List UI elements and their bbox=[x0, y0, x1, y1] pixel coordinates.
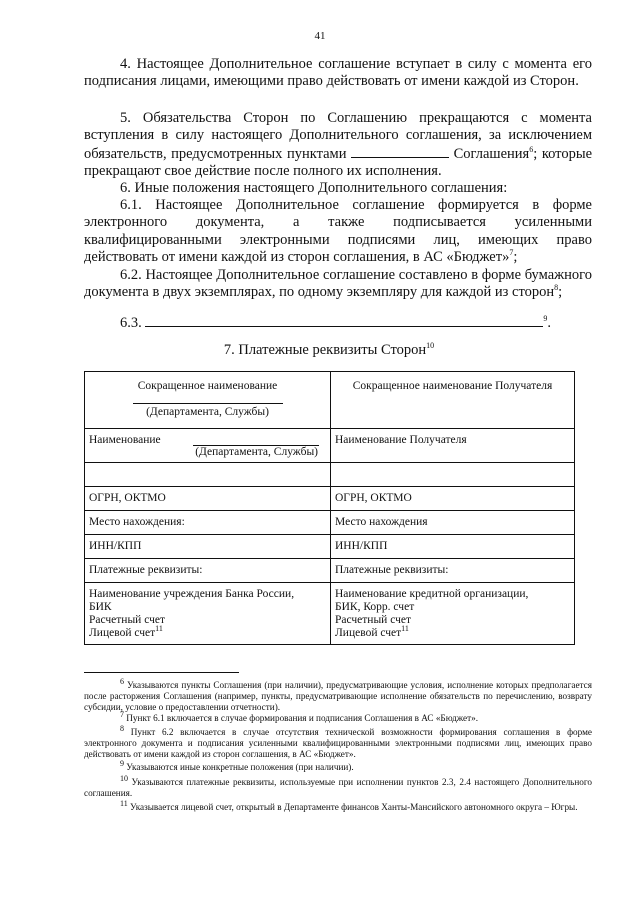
footnote-text: Указываются платежные реквизиты, используемые при исполнении пунктов 2.3, 2.4 настоящего Дополнительного соглашения. bbox=[84, 777, 592, 799]
footnote-num: 6 bbox=[120, 676, 124, 686]
paragraph-6-1-text: 6.1. Настоящее Дополнительное соглашение формируется в форме электронного документа, а также подписывается усиленными квалифицированными электронными подписями лиц, имеющих право действовать от имени каждой из сторон соглашения, в АС «Бюджет» bbox=[84, 197, 592, 266]
footnote-ref-10: 10 bbox=[426, 341, 435, 351]
paragraph-5 bbox=[84, 110, 592, 181]
paragraph-6-3 bbox=[120, 314, 592, 332]
right-header-cell: Сокращенное наименование Получателя bbox=[331, 372, 575, 429]
paragraph-5-agreement: Соглашения bbox=[453, 145, 530, 162]
footnote-8 bbox=[84, 723, 592, 761]
inn-right: ИНН/КПП bbox=[331, 535, 575, 559]
bank-left-account: Лицевой счет bbox=[89, 627, 156, 639]
bank-right-line-1: Наименование кредитной организации, bbox=[335, 588, 529, 600]
ogrn-left: ОГРН, ОКТМО bbox=[85, 487, 331, 511]
payment-left: Платежные реквизиты: bbox=[85, 559, 331, 583]
left-name-sub: (Департамента, Службы) bbox=[195, 446, 318, 458]
bank-right-line-3: Расчетный счет bbox=[335, 614, 411, 626]
location-left: Место нахождения: bbox=[85, 511, 331, 535]
footnote-11 bbox=[84, 798, 592, 813]
bank-left-line-3: Расчетный счет bbox=[89, 614, 165, 626]
bank-right-account: Лицевой счет bbox=[335, 627, 402, 639]
left-header-sub: (Департамента, Службы) bbox=[146, 406, 269, 418]
left-header-text: Сокращенное наименование bbox=[137, 380, 278, 392]
bank-left-line-2: БИК bbox=[89, 601, 112, 613]
empty-cell bbox=[331, 463, 575, 487]
payment-right: Платежные реквизиты: bbox=[331, 559, 575, 583]
paragraph-6-3-text: 6.3. bbox=[120, 315, 142, 331]
left-header-line bbox=[133, 403, 283, 404]
footnote-ref-11: 11 bbox=[155, 624, 163, 634]
bank-right-cell bbox=[331, 583, 575, 645]
empty-cell bbox=[85, 463, 331, 487]
right-name-text: Наименование Получателя bbox=[335, 434, 467, 446]
paragraph-6: 6. Иные положения настоящего Дополнительного соглашения: bbox=[120, 180, 508, 196]
footnote-ref-8: 8 bbox=[554, 283, 559, 293]
footnote-6 bbox=[84, 676, 592, 714]
section-title-text: 7. Платежные реквизиты Сторон bbox=[223, 342, 427, 358]
inn-left: ИНН/КПП bbox=[85, 535, 331, 559]
footnote-num: 10 bbox=[120, 773, 128, 783]
bank-left-line-1: Наименование учреждения Банка России, bbox=[89, 588, 295, 600]
paragraph-6-2-text: 6.2. Настоящее Дополнительное соглашение составлено в форме бумажного документа в двух экземплярах, по одному экземпляру для каждой из сторон bbox=[84, 267, 592, 301]
section-title bbox=[84, 342, 574, 359]
left-name-text: Наименование bbox=[89, 434, 161, 446]
footnote-ref-9: 9 bbox=[543, 314, 548, 324]
footnote-num: 7 bbox=[120, 709, 124, 719]
paragraph-6-1 bbox=[84, 197, 592, 267]
paragraph-6-1-punct: ; bbox=[513, 249, 518, 266]
footnote-num: 11 bbox=[120, 798, 128, 808]
page-number: 41 bbox=[314, 30, 326, 42]
footnote-10 bbox=[84, 773, 592, 799]
footnote-num: 9 bbox=[120, 758, 124, 768]
paragraph-5-text: 5. Обязательства Сторон по Соглашению прекращаются с момента вступления в силу настоящего Дополнительного соглашения, за исключением обязательств, предусмотренных пунктами bbox=[84, 110, 592, 162]
footnote-text: Пункт 6.2 включается в случае отсутствия технической возможности формирования соглашения в форме электронного документа и подписания усиленными квалифицированными электронными подписями лиц, имеющих право действовать от имени каждой из сторон соглашения, в АС «Бюджет». bbox=[84, 727, 592, 760]
paragraph-6-2 bbox=[84, 267, 592, 302]
footnote-ref-11: 11 bbox=[401, 624, 409, 634]
footnote-separator bbox=[84, 672, 239, 673]
footnote-text: Пункт 6.1 включается в случае формирования и подписания Соглашения в АС «Бюджет». bbox=[126, 713, 478, 723]
footnote-text: Указываются иные конкретные положения (при наличии). bbox=[126, 762, 354, 772]
footnote-ref-7: 7 bbox=[509, 248, 514, 258]
footnote-text: Указывается лицевой счет, открытый в Департаменте финансов Ханты-Мансийского автономного округа – Югры. bbox=[130, 802, 578, 812]
paragraph-5-punct: ; bbox=[533, 145, 538, 162]
location-right: Место нахождения bbox=[331, 511, 575, 535]
blank-line bbox=[145, 314, 543, 327]
footnote-num: 8 bbox=[120, 723, 124, 733]
paragraph-4: 4. Настоящее Дополнительное соглашение вступает в силу с момента его подписания лицами, имеющими право действовать от имени каждой из Сторон. bbox=[84, 56, 592, 90]
footnote-text: Указываются пункты Соглашения (при наличии), предусматривающие условия, исполнение которых предполагается после расторжения Соглашения (например, пункты, предусматривающие исполнение обязательств по перечислению, возврату субсидии, условие о предоставлении отчетности). bbox=[84, 680, 592, 713]
payment-details-table bbox=[84, 371, 575, 645]
ogrn-right: ОГРН, ОКТМО bbox=[331, 487, 575, 511]
paragraph-6-3-punct: . bbox=[547, 315, 551, 331]
footnote-ref-6: 6 bbox=[529, 144, 534, 154]
bank-left-line-4 bbox=[89, 624, 326, 640]
bank-right-line-4 bbox=[335, 624, 570, 640]
right-name-cell bbox=[331, 429, 575, 463]
paragraph-5-end: которые прекращают свое действие после полного их исполнения. bbox=[84, 145, 593, 180]
paragraph-6-2-punct: ; bbox=[558, 284, 563, 301]
left-name-cell bbox=[85, 429, 331, 463]
bank-right-line-2: БИК, Корр. счет bbox=[335, 601, 415, 613]
bank-left-cell bbox=[85, 583, 331, 645]
left-header-cell bbox=[85, 372, 331, 429]
footnote-9 bbox=[84, 758, 592, 773]
blank-line bbox=[351, 145, 449, 158]
footnote-7 bbox=[84, 709, 592, 724]
